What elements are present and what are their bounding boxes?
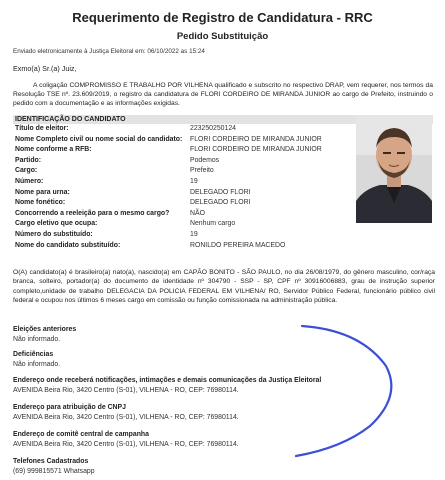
field-row: [13, 220, 353, 231]
field-value: 223250250124: [190, 125, 236, 132]
disabilities-value: Não informado.: [13, 360, 61, 368]
field-row: [13, 136, 353, 147]
candidate-photo: [356, 115, 432, 223]
field-row: [13, 146, 353, 157]
field-value: 19: [190, 177, 198, 185]
cnpj-address-label: Endereço para atribuição de CNPJ: [13, 404, 126, 411]
field-label: Nome do candidato substituído:: [15, 241, 121, 249]
field-value: 19: [190, 230, 198, 238]
field-label: Partido:: [15, 156, 42, 164]
field-label: Número do substituído:: [15, 230, 93, 238]
field-value: FLORI CORDEIRO DE MIRANDA JUNIOR: [190, 146, 322, 154]
field-label: Título de eleitor:: [15, 125, 69, 132]
field-value: Podemos: [190, 156, 220, 164]
field-row: [13, 242, 353, 253]
candidate-fields: [13, 125, 353, 252]
document-subtitle: Pedido Substituição: [176, 31, 269, 42]
field-value: DELEGADO FLORI: [190, 199, 251, 207]
cnpj-address-value: AVENIDA Beira Rio, 3420 Centro (S-01), VILHENA - RO, CEP: 76980114.: [13, 413, 239, 421]
field-label: Nome para urna:: [15, 188, 70, 196]
field-label: Cargo:: [15, 167, 38, 175]
field-row: [13, 125, 353, 136]
previous-elections-label: Eleições anteriores: [13, 326, 77, 333]
document-title: Requerimento de Registro de Candidatura - RRC: [72, 10, 373, 25]
field-value: DELEGADO FLORI: [190, 188, 251, 196]
committee-address-label: Endereço de comitê central de campanha: [13, 431, 149, 438]
field-value: Nenhum cargo: [190, 220, 236, 228]
field-row: [13, 167, 353, 178]
field-row: [13, 189, 353, 200]
section-title: IDENTIFICAÇÃO DO CANDIDATO: [15, 116, 126, 123]
field-value: FLORI CORDEIRO DE MIRANDA JUNIOR: [190, 135, 322, 143]
intro-paragraph: [13, 81, 433, 108]
field-label: Nome fonético:: [15, 199, 66, 207]
sent-timestamp: Enviado eletronicamente à Justiça Eleitoral em: 06/10/2022 as 15:24: [13, 48, 205, 55]
phones-label: Telefones Cadastrados: [13, 458, 89, 465]
pen-annotation-icon: [290, 322, 400, 462]
field-value: RONILDO PEREIRA MACEDO: [190, 241, 286, 249]
field-row: [13, 231, 353, 242]
committee-address-value: AVENIDA Beira Rio, 3420 Centro (S-01), VILHENA - RO, CEP: 76980114.: [13, 440, 239, 448]
field-value: Prefeito: [190, 167, 214, 175]
phones-value: (69) 999815571 Whatsapp: [13, 467, 95, 475]
notification-address-value: AVENIDA Beira Rio, 3420 Centro (S-01), VILHENA - RO, CEP: 76980114.: [13, 386, 239, 394]
previous-elections-value: Não informado.: [13, 335, 61, 343]
field-label: Número:: [15, 177, 44, 185]
disabilities-label: Deficiências: [13, 351, 54, 358]
field-row: [13, 199, 353, 210]
field-label: Cargo eletivo que ocupa:: [15, 220, 98, 228]
field-value: NÃO: [190, 209, 205, 217]
field-row: [13, 178, 353, 189]
field-label: Nome Completo civil ou nome social do candidato:: [15, 135, 183, 143]
intro-text: A coligação COMPROMISSO E TRABALHO POR VILHENA qualificado e subscrito no respectivo DRAP, vem requerer, nos termos da Resolução TSE nº. 23.609/2019, o registro da candidatura de FLORI CORDEIRO DE MIRANDA JUNIOR ao cargo de Prefeito, instruindo o pedido com a documentação e as informações exigidas.: [13, 82, 433, 107]
notification-address-label: Endereço onde receberá notificações, intimações e demais comunicações da Justiça Eleitoral: [13, 377, 322, 384]
greeting: Exmo(a) Sr.(a) Juiz,: [13, 64, 77, 73]
field-row: [13, 157, 353, 168]
field-row: [13, 210, 353, 221]
field-label: Concorrendo a reeleição para o mesmo cargo?: [15, 209, 170, 217]
candidate-photo-icon: [356, 115, 432, 223]
candidate-bio: O(A) candidato(a) é brasileiro(a) nato(a), nascido(a) em CAPÃO BONITO - SÃO PAULO, no dia 26/08/1979, do gênero masculino, cor/raça branca, solteiro, portador(a) do documento de identidade nº 304790 - SSP - SP, CPF nº 30916006883, grau de instrução superior completo,unidade de trabalho DELEGACIA DA POLICIA FEDERAL EM VILHENA/ RO, Servidor Público Federal, funcionário público civil federal e ocupou nos últimos 6 meses cargo em comissão ou função comissionada na administração pública.: [13, 269, 435, 305]
field-label: Nome conforme a RFB:: [15, 146, 92, 154]
